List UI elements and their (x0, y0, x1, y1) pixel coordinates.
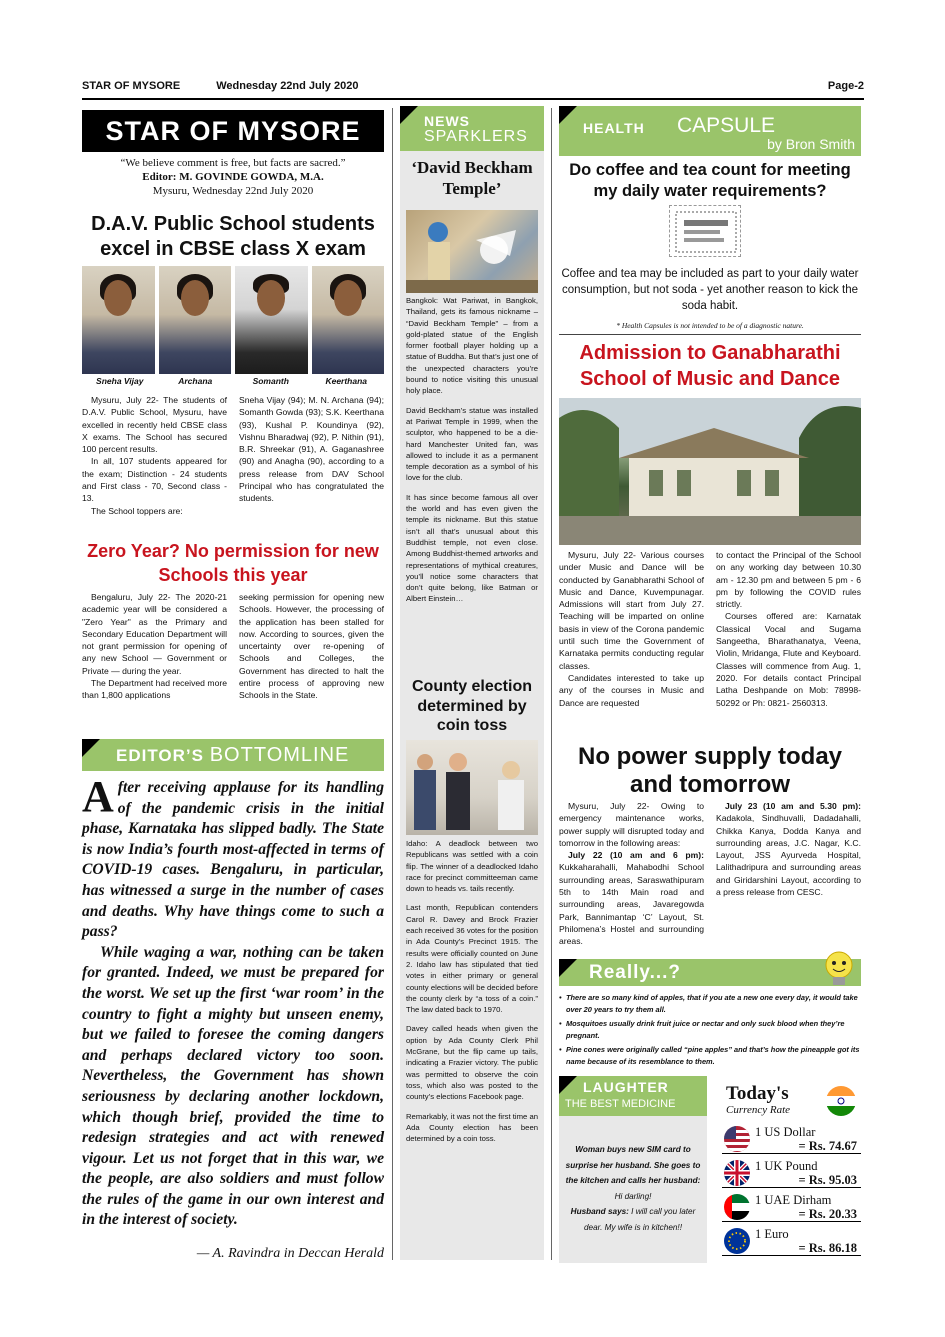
paragraph: Mysuru, July 22- Owing to emergency maintenance works, power supply will disrupted today and tomorrow in the following areas: (559, 801, 704, 848)
student-photos (82, 266, 384, 374)
power-col2 (716, 800, 861, 898)
header-paper-name: STAR OF MYSORE (82, 80, 181, 92)
admission-col2 (716, 549, 861, 709)
paragraph: Sneha Vijay (94); M. N. Archana (94); Somanth Gowda (93); S.K. Keerthana (93), Kushal P. Koundinya (92), Vishnu Bharadwaj (92), P. Nithin (91), B.R. Shreekar (91), A. Gaganashree (90) and Anagha (90), according to a press release from DAV School Principal who has congratulated the students. (239, 395, 384, 504)
facts-list (559, 992, 861, 1071)
paragraph: Mysuru, July 22- The students of D.A.V. Public School, Mysuru, have excelled in recently held CBSE class X exams. The School has secured 100 percent results. (82, 395, 227, 455)
rate-row-eur: 1 Euro = Rs. 86.18 (722, 1225, 861, 1256)
beckham-headline: ‘David Beckham Temple’ (411, 158, 533, 198)
masthead-motto: “We believe comment is free, but facts are sacred.” (120, 157, 346, 169)
uk-flag-icon (724, 1160, 750, 1186)
paragraph: Mysuru, July 22- Various courses under Music and Dance will be conducted by Ganabharathi School of Music and Dance, Kuvempunagar. Admissions will start from July 27. Teaching will be imparted on online basis in view of the Corona pandemic until such time the Government of Karnataka permits conducting regular classes. (559, 550, 704, 671)
uae-flag-icon (724, 1194, 750, 1220)
photo-caption: Somanth (252, 376, 289, 386)
photo-caption: Archana (178, 376, 213, 386)
paragraph: seeking permission for opening new Schools. However, the processing of the application has been stalled for now. According to sources, given the uncertainty over re-opening of Schools and Colleges, the Government has directed to halt the entire process of approving new Schools in the State. (239, 592, 384, 701)
water-stamp-image (669, 205, 741, 257)
paragraph: Courses offered are: Karnatak Classical Vocal and Sugama Sangeetha, Bharathanatya, Veena, Violin, Mridanga, Flute and Keyboard. Classes will commence from Aug. 1, 2020. For details contact Principal Latha Deshpande on Mob: 78998-50292 or Ph: 0821- 2560313. (716, 611, 861, 708)
editorial-paragraph: While waging a war, nothing can be taken for granted. Indeed, we must be prepared for the worst. We set up the first ‘war room’ in the country to fight a mighty but unseen enemy, but we failed to foresee the coming dangers and perhaps declared victory too soon. Nevertheless, the Government has shown seriousness by declaring another lockdown, which though brief, provided the time to redesign strategies and act with renewed vigour. Let us not forget that in this war, we the people, are also soldiers and must follow the rules of the game in our own interest and in the interest of society. (82, 943, 384, 1229)
masthead-dateline: Mysuru, Wednesday 22nd July 2020 (152, 185, 314, 197)
paragraph: Remarkably, it was not the first time an Ada County election has been determined by a coin toss. (406, 1111, 538, 1144)
school-building-photo (559, 398, 861, 545)
news-sparklers-banner: NEWS SPARKLERS (400, 106, 544, 151)
paragraph: to contact the Principal of the School on any working day between 10.30 am - 12.30 pm and between 5 pm - 6 pm by following the COVID rules strictly. (716, 550, 861, 610)
editorial-paragraph: After receiving applause for its handling of the pandemic crisis in the initial phase, Karnataka has slipped badly. The State is now India’s fourth most-affected in terms of COVID-19 cases. Bengaluru, in particular, has witnessed a surge in the number of cases and deaths. Why have things come to such a pass? (82, 772, 384, 941)
masthead-title: STAR OF MYSORE (82, 110, 384, 152)
currency-subtitle: Currency Rate (726, 1104, 791, 1116)
student-photo (235, 266, 308, 374)
photo-captions (82, 376, 384, 386)
paragraph: David Beckham’s statue was installed at Pariwat Temple in 1999, when the sculptor, who happened to be a die-hard Manchester United fan, was allowed to include it as a permanent temple decoration as a symbol of his love for the club. (406, 405, 538, 483)
beckham-temple-photo (406, 210, 538, 293)
banner-thin: BOTTOMLINE (209, 744, 350, 766)
fact-item: • Pine cones were originally called “pine apples” and that’s how the pineapple got its name because of its resemblance to them. (559, 1044, 861, 1067)
paragraph: The Department had received more than 1,800 applications (82, 678, 227, 701)
column-divider (392, 108, 393, 1260)
beckham-article (406, 295, 538, 613)
paragraph: The School toppers are: (91, 505, 183, 516)
zero-year-headline: Zero Year? No permission for new Schools this year (87, 541, 379, 585)
health-body: Coffee and tea may be included as part to your daily water consumption, but not soda - yet another reason to kick the soda habit. (561, 268, 859, 312)
paragraph: Davey called heads when given the option by Ada County Clerk Phil McGrane, but the flip came up tails, indicating a Frazier victory. The public was permitted to observe the coin toss, which also was posted to the county’s elections Facebook page. (406, 1024, 538, 1102)
header-page-number: Page-2 (827, 80, 864, 92)
banner-bold: EDITOR’S (116, 746, 204, 765)
paragraph: In all, 107 students appeared for the exam; Distinction - 24 students and First class - 70, Second class - 13. (82, 456, 227, 504)
joke-text: Woman buys new SIM card to surprise her husband. She goes to the kitchen and calls her husband: Hi darling! Husband says: I will call you later dear. My wife is in kitchen!! (565, 1145, 701, 1232)
admission-headline: Admission to Ganabharathi School of Music and Dance (579, 342, 841, 390)
really-banner: Really...? (559, 959, 861, 986)
zero-year-col1 (82, 591, 227, 702)
photo-caption: Keerthana (325, 376, 368, 386)
dav-headline: D.A.V. Public School students excel in CBSE class X exam (91, 213, 375, 260)
photo-caption: Sneha Vijay (96, 376, 144, 386)
dav-article-col2 (239, 394, 384, 505)
us-flag-icon (724, 1126, 750, 1152)
editors-bottomline-banner (82, 739, 384, 771)
admission-col1 (559, 549, 704, 709)
lightbulb-icon (818, 948, 860, 990)
zero-year-col2 (239, 591, 384, 702)
paragraph: Bangkok: Wat Pariwat, in Bangkok, Thailand, gets its famous nickname – “David Beckham Temple” – from a gold-plated statue of the English former football player holding up a statue of Buddha. But that’s just one of the unexpected characters you’re bound to notice visiting this unusual holy place. (406, 296, 538, 396)
paragraph: Last month, Republican contenders Carol R. Davey and Brock Frazier each received 36 votes for the position in Ada County’s Precinct 1915. The results were officially counted on June 2. Idaho law has stipulated that tied votes in either primary or general county elections will be decided before the county clerk by “a toss of a coin.” The law dated back to 1970. (406, 903, 538, 1015)
laughter-banner: LAUGHTER THE BEST MEDICINE (559, 1076, 707, 1116)
header-date: Wednesday 22nd July 2020 (216, 80, 359, 92)
fact-item: • Mosquitoes usually drink fruit juice or nectar and only suck blood when they’re pregnant. (559, 1018, 861, 1041)
student-photo (159, 266, 232, 374)
editorial-text (82, 772, 384, 1231)
paragraph: It has since become famous all over the world and has even given the temple its nickname. But this statue isn’t all that’s unusual about this Buddhist temple, not even close. Among Buddhist-themed artworks and representations of mythical creatures, you’ll notice some characters that don’t quite belong, like Batman or Albert Einstein… (406, 492, 538, 604)
currency-title: Today's (726, 1083, 789, 1104)
paragraph: Bengaluru, July 22- The 2020-21 academic year will be considered a "Zero Year" as the Primary and Secondary Education Department will not grant permission for opening of any new School — Government or Private — during the year. (82, 592, 227, 676)
eu-flag-icon (724, 1228, 750, 1254)
currency-rates (722, 1083, 861, 1263)
page-header (82, 80, 864, 100)
power-col1 (559, 800, 704, 948)
power-headline: No power supply today and tomorrow (577, 743, 843, 798)
health-headline: Do coffee and tea count for meeting my daily water requirements? (569, 161, 851, 200)
paragraph: July 22 (10 am and 6 pm): Kukkaharahalli, Mahabodhi School surrounding areas, Saraswathipuram 5th to 14th Main road and surrounding areas, Javaregowda Park, Bannimantap ‘C’ Layout, St. Philomena’s Hostel and surrounding areas. (559, 850, 704, 947)
rate-row-gbp: 1 UK Pound = Rs. 95.03 (722, 1157, 861, 1188)
divider (559, 334, 861, 335)
editorial-credit: — A. Ravindra in Deccan Herald (196, 1246, 384, 1261)
health-capsule-banner: HEALTH CAPSULE by Bron Smith (559, 106, 861, 156)
masthead-info (82, 156, 384, 198)
column-divider (551, 108, 552, 1260)
paragraph: Candidates interested to take up any of the courses in Music and Dance are requested (559, 672, 704, 708)
rate-row-usd: 1 US Dollar = Rs. 74.67 (722, 1123, 861, 1154)
india-flag-icon (826, 1086, 856, 1116)
drop-cap: A (82, 772, 114, 821)
student-photo (312, 266, 385, 374)
health-disclaimer: * Health Capsules is not intended to be of a diagnostic nature. (616, 321, 804, 330)
rate-row-aed: 1 UAE Dirham = Rs. 20.33 (722, 1191, 861, 1222)
county-article (406, 838, 538, 1152)
paragraph: Idaho: A deadlock between two Republicans was settled with a coin flip. The winner of a deadlocked Idaho race for precinct committeeman came down to heads vs. tails recently. (406, 839, 538, 894)
fact-item: • There are so many kind of apples, that if you ate a new one every day, it would take over 20 years to try them all. (559, 992, 861, 1015)
dav-article-col1 (82, 394, 227, 517)
county-headline: County election determined by coin toss (411, 678, 532, 734)
paragraph: July 23 (10 am and 5.30 pm): Kadakola, Sindhuvalli, Dadadahalli, Chikka Kanya, Dodda Kanya and surrounding areas, J.C. Nagar, K.C. Layout, JSS Ayurveda Hospital, Lalithadripura and surrounding areas and Giridarshini Layout, according to a press release from CESC. (716, 801, 861, 898)
student-photo (82, 266, 155, 374)
coin-toss-photo (406, 740, 538, 835)
masthead-editor: Editor: M. GOVINDE GOWDA, M.A. (142, 171, 324, 183)
